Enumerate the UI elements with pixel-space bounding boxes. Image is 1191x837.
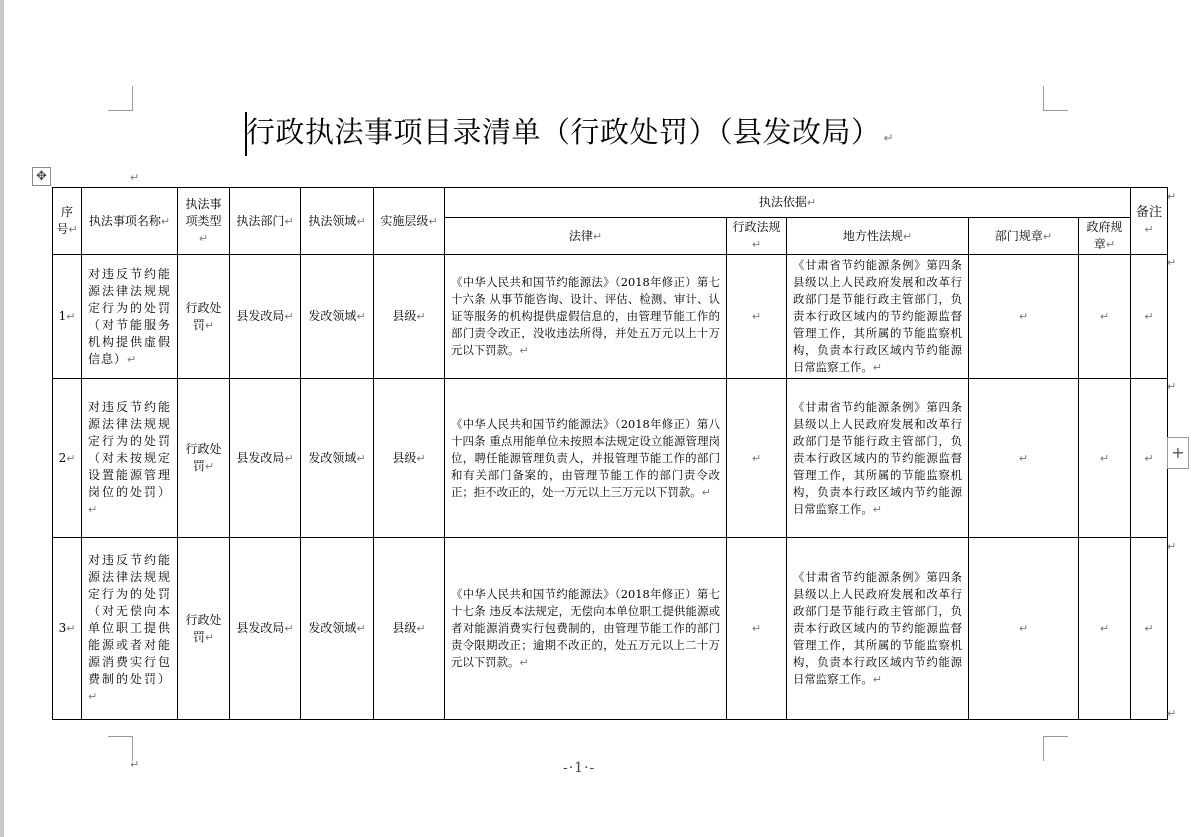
window-left-edge [0,0,4,837]
cell-dept-rule[interactable]: ↵ [969,255,1079,379]
cell-gov-rule[interactable]: ↵ [1079,255,1131,379]
header-admin-reg[interactable]: 行政法规↵ [727,218,787,255]
cell-dept-rule[interactable]: ↵ [969,379,1079,538]
cell-field[interactable]: 发改领域↵ [301,255,374,379]
header-field[interactable]: 执法领域↵ [301,188,374,255]
paragraph-mark-icon: ↵ [130,171,140,184]
cell-dept[interactable]: 县发改局↵ [230,379,301,538]
cell-dept[interactable]: 县发改局↵ [230,538,301,720]
header-gov-rule[interactable]: 政府规章↵ [1079,218,1131,255]
cell-item-type[interactable]: 行政处罚↵ [178,538,230,720]
crop-mark-top-left [108,86,133,111]
row-end-mark-icon: ↵ [1167,540,1177,553]
cell-seq[interactable]: 2↵ [53,379,82,538]
cell-law[interactable]: 《中华人民共和国节约能源法》（2018年修正）第七十七条 违反本法规定，无偿向本单位职工提供能源或者对能源消费实行包费制的，由管理节能工作的部门责令限期改正；逾期不改正的，处五万元以上二十万元以下罚款。↵ [445,538,727,720]
cell-level[interactable]: 县级↵ [374,538,445,720]
add-column-button[interactable]: + [1167,437,1189,469]
header-seq[interactable]: 序号↵ [53,188,82,255]
cell-level[interactable]: 县级↵ [374,379,445,538]
cell-field[interactable]: 发改领域↵ [301,379,374,538]
crop-mark-top-right [1043,86,1068,111]
cell-law[interactable]: 《中华人民共和国节约能源法》（2018年修正）第七十六条 从事节能咨询、设计、评估、检测、审计、认证等服务的机构提供虚假信息的，由管理节能工作的部门责令改正，没收违法所得，并处五万元以上十万元以下罚款。↵ [445,255,727,379]
page-number: -·1·- [563,760,596,776]
page-title-text: 行政执法事项目录清单（行政处罚）（县发改局） [246,115,881,149]
cell-admin-reg[interactable]: ↵ [727,255,787,379]
cell-level[interactable]: 县级↵ [374,255,445,379]
cell-seq[interactable]: 1↵ [53,255,82,379]
cell-item-name[interactable]: 对违反节约能源法律法规规定行为的处罚（对未按规定设置能源管理岗位的处罚）↵ [82,379,178,538]
cell-gov-rule[interactable]: ↵ [1079,379,1131,538]
cell-item-name[interactable]: 对违反节约能源法律法规规定行为的处罚（对节能服务机构提供虚假信息）↵ [82,255,178,379]
table-move-handle-icon[interactable]: ✥ [32,167,51,186]
cell-item-type[interactable]: 行政处罚↵ [178,255,230,379]
cell-admin-reg[interactable]: ↵ [727,538,787,720]
row-end-mark-icon: ↵ [1167,707,1177,720]
paragraph-mark-icon: ↵ [883,131,895,145]
header-remark[interactable]: 备注↵ [1131,188,1168,255]
cell-local-reg[interactable]: 《甘肃省节约能源条例》第四条 县级以上人民政府发展和改革行政部门是节能行政主管部门，负责本行政区域内的节约能源监督管理工作，其所属的节能监察机构，负责本行政区域内节约能源日常监察工作。↵ [787,255,969,379]
header-dept-rule[interactable]: 部门规章↵ [969,218,1079,255]
row-end-mark-icon: ↵ [1167,256,1177,269]
cell-remark[interactable]: ↵ [1131,255,1168,379]
table-row [53,538,1168,720]
cell-dept[interactable]: 县发改局↵ [230,255,301,379]
cell-gov-rule[interactable]: ↵ [1079,538,1131,720]
cell-dept-rule[interactable]: ↵ [969,538,1079,720]
table-header-row [53,188,1168,218]
cell-remark[interactable]: ↵ [1131,538,1168,720]
header-item-name[interactable]: 执法事项名称↵ [82,188,178,255]
cell-field[interactable]: 发改领域↵ [301,538,374,720]
crop-mark-bottom-right [1043,736,1068,761]
row-end-mark-icon: ↵ [1167,380,1177,393]
header-local-reg[interactable]: 地方性法规↵ [787,218,969,255]
table-row [53,255,1168,379]
cell-local-reg[interactable]: 《甘肃省节约能源条例》第四条 县级以上人民政府发展和改革行政部门是节能行政主管部门，负责本行政区域内的节约能源监督管理工作，其所属的节能监察机构，负责本行政区域内节约能源日常监察工作。↵ [787,538,969,720]
cell-law[interactable]: 《中华人民共和国节约能源法》（2018年修正）第八十四条 重点用能单位未按照本法规定设立能源管理岗位，聘任能源管理负责人，并报管理节能工作的部门和有关部门备案的，由管理节能工作的部门责令改正；拒不改正的，处一万元以上三万元以下罚款。↵ [445,379,727,538]
header-law[interactable]: 法律↵ [445,218,727,255]
paragraph-mark-icon: ↵ [130,758,140,771]
table-row [53,379,1168,538]
header-basis[interactable]: 执法依据↵ [445,188,1131,218]
cell-remark[interactable]: ↵ [1131,379,1168,538]
page-title[interactable] [246,112,894,158]
header-dept[interactable]: 执法部门↵ [230,188,301,255]
cell-seq[interactable]: 3↵ [53,538,82,720]
cell-item-type[interactable]: 行政处罚↵ [178,379,230,538]
cell-item-name[interactable]: 对违反节约能源法律法规规定行为的处罚（对无偿向本单位职工提供能源或者对能源消费实行包费制的处罚）↵ [82,538,178,720]
row-end-mark-icon: ↵ [1167,190,1177,203]
enforcement-table [52,187,1168,720]
header-item-type[interactable]: 执法事项类型↵ [178,188,230,255]
cell-admin-reg[interactable]: ↵ [727,379,787,538]
header-level[interactable]: 实施层级↵ [374,188,445,255]
cell-local-reg[interactable]: 《甘肃省节约能源条例》第四条 县级以上人民政府发展和改革行政部门是节能行政主管部门，负责本行政区域内的节约能源监督管理工作，其所属的节能监察机构，负责本行政区域内节约能源日常监察工作。↵ [787,379,969,538]
